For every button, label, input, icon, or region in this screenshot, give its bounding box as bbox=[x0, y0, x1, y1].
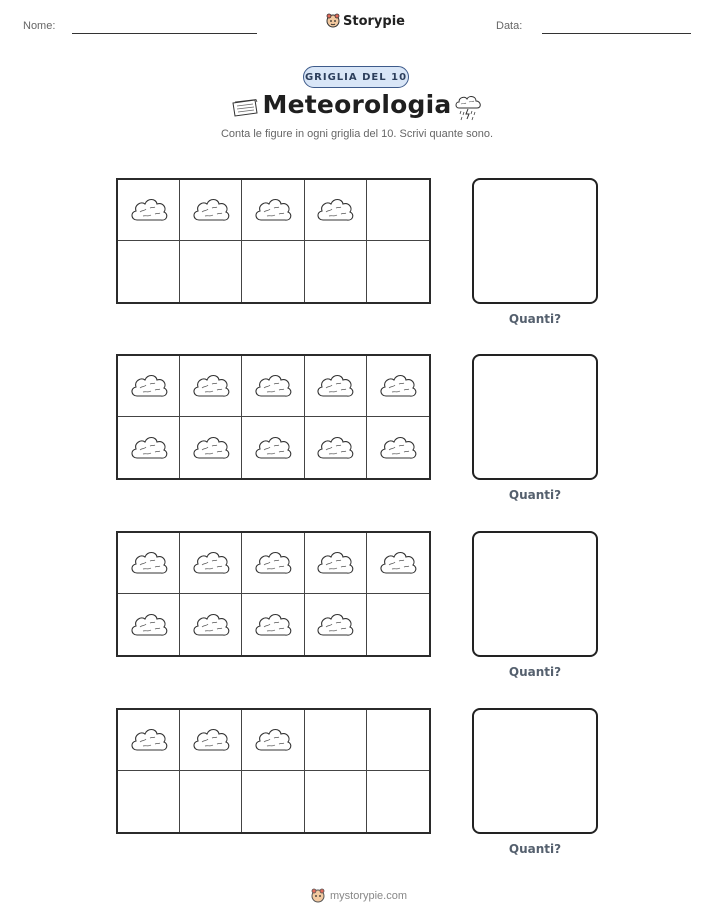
ten-frame-cell bbox=[242, 710, 304, 771]
ten-frame-cell bbox=[242, 241, 304, 302]
date-label: Data: bbox=[496, 20, 523, 32]
cloud-icon bbox=[128, 193, 170, 227]
answer-box[interactable] bbox=[472, 178, 598, 304]
brand-name: Storypie bbox=[343, 13, 405, 29]
ten-frame-cell bbox=[180, 771, 242, 832]
ten-frame-cell bbox=[367, 356, 429, 417]
answer-label: Quanti? bbox=[508, 842, 562, 856]
answer-label: Quanti? bbox=[508, 312, 562, 326]
ten-frame-cell bbox=[180, 533, 242, 594]
page-title: Meteorologia bbox=[262, 90, 452, 119]
ten-frame-cell bbox=[118, 533, 180, 594]
cloud-icon bbox=[128, 369, 170, 403]
ten-frame-cell bbox=[242, 356, 304, 417]
footer-url[interactable]: mystorypie.com bbox=[330, 890, 408, 902]
cloud-icon bbox=[190, 608, 232, 642]
ten-frame-cell bbox=[118, 180, 180, 241]
ten-frame-cell bbox=[180, 417, 242, 478]
worksheet-type-badge: GRIGLIA DEL 10 bbox=[303, 66, 409, 88]
ten-frame-cell bbox=[118, 710, 180, 771]
date-line[interactable] bbox=[542, 33, 691, 34]
ten-frame-cell bbox=[305, 180, 367, 241]
ten-frame-cell bbox=[118, 594, 180, 655]
cloud-icon bbox=[377, 546, 419, 580]
name-label: Nome: bbox=[23, 20, 56, 32]
cloud-icon bbox=[252, 723, 294, 757]
storypie-mascot-icon bbox=[311, 888, 325, 904]
cloud-icon bbox=[314, 608, 356, 642]
ten-frame-cell bbox=[367, 533, 429, 594]
ten-frame-cell bbox=[305, 594, 367, 655]
ten-frame-cell bbox=[180, 356, 242, 417]
cloud-icon bbox=[128, 546, 170, 580]
ten-frame-cell bbox=[367, 710, 429, 771]
cloud-icon bbox=[128, 723, 170, 757]
ten-frame bbox=[116, 531, 431, 657]
cloud-icon bbox=[252, 193, 294, 227]
ten-frame-cell bbox=[180, 594, 242, 655]
cloud-icon bbox=[252, 431, 294, 465]
ten-frame-cell bbox=[367, 180, 429, 241]
ten-frame-cell bbox=[118, 417, 180, 478]
answer-box[interactable] bbox=[472, 708, 598, 834]
ten-frame-cell bbox=[242, 594, 304, 655]
cloud-icon bbox=[314, 546, 356, 580]
ten-frame-cell bbox=[367, 241, 429, 302]
cloud-icon bbox=[190, 193, 232, 227]
ten-frame-cell bbox=[305, 356, 367, 417]
answer-box[interactable] bbox=[472, 531, 598, 657]
cloud-icon bbox=[190, 431, 232, 465]
ten-frame bbox=[116, 708, 431, 834]
brand-logo bbox=[326, 13, 405, 29]
ten-frame-cell bbox=[180, 710, 242, 771]
ten-frame bbox=[116, 178, 431, 304]
cloud-icon bbox=[190, 369, 232, 403]
ten-frame-cell bbox=[305, 241, 367, 302]
instructions: Conta le figure in ogni griglia del 10. Scrivi quante sono. bbox=[220, 128, 494, 140]
cloud-icon bbox=[377, 369, 419, 403]
ten-frame-cell bbox=[242, 417, 304, 478]
ten-frame-cell bbox=[367, 771, 429, 832]
ten-frame-cell bbox=[118, 356, 180, 417]
cloud-icon bbox=[252, 608, 294, 642]
cloud-icon bbox=[128, 608, 170, 642]
name-line[interactable] bbox=[72, 33, 257, 34]
answer-label: Quanti? bbox=[508, 488, 562, 502]
answer-label: Quanti? bbox=[508, 665, 562, 679]
ten-frame-cell bbox=[242, 533, 304, 594]
ten-frame-cell bbox=[242, 180, 304, 241]
ten-frame bbox=[116, 354, 431, 480]
storm-cloud-icon bbox=[453, 92, 485, 124]
ten-frame-cell bbox=[305, 710, 367, 771]
cloud-icon bbox=[314, 369, 356, 403]
ten-frame-cell bbox=[242, 771, 304, 832]
cloud-icon bbox=[314, 431, 356, 465]
ten-frame-cell bbox=[367, 417, 429, 478]
footer bbox=[311, 888, 407, 904]
ten-frame-cell bbox=[180, 241, 242, 302]
storypie-mascot-icon bbox=[326, 13, 340, 29]
cloud-icon bbox=[252, 546, 294, 580]
cloud-icon bbox=[377, 431, 419, 465]
ten-frame-cell bbox=[118, 241, 180, 302]
cloud-icon bbox=[128, 431, 170, 465]
ten-frame-cell bbox=[305, 417, 367, 478]
ten-frame-cell bbox=[180, 180, 242, 241]
ten-frame-cell bbox=[118, 771, 180, 832]
answer-box[interactable] bbox=[472, 354, 598, 480]
ten-frame-cell bbox=[305, 771, 367, 832]
cloud-icon bbox=[190, 723, 232, 757]
cloud-icon bbox=[252, 369, 294, 403]
ten-frame-cell bbox=[305, 533, 367, 594]
cloud-icon bbox=[190, 546, 232, 580]
ten-frame-cell bbox=[367, 594, 429, 655]
cloud-icon bbox=[314, 193, 356, 227]
